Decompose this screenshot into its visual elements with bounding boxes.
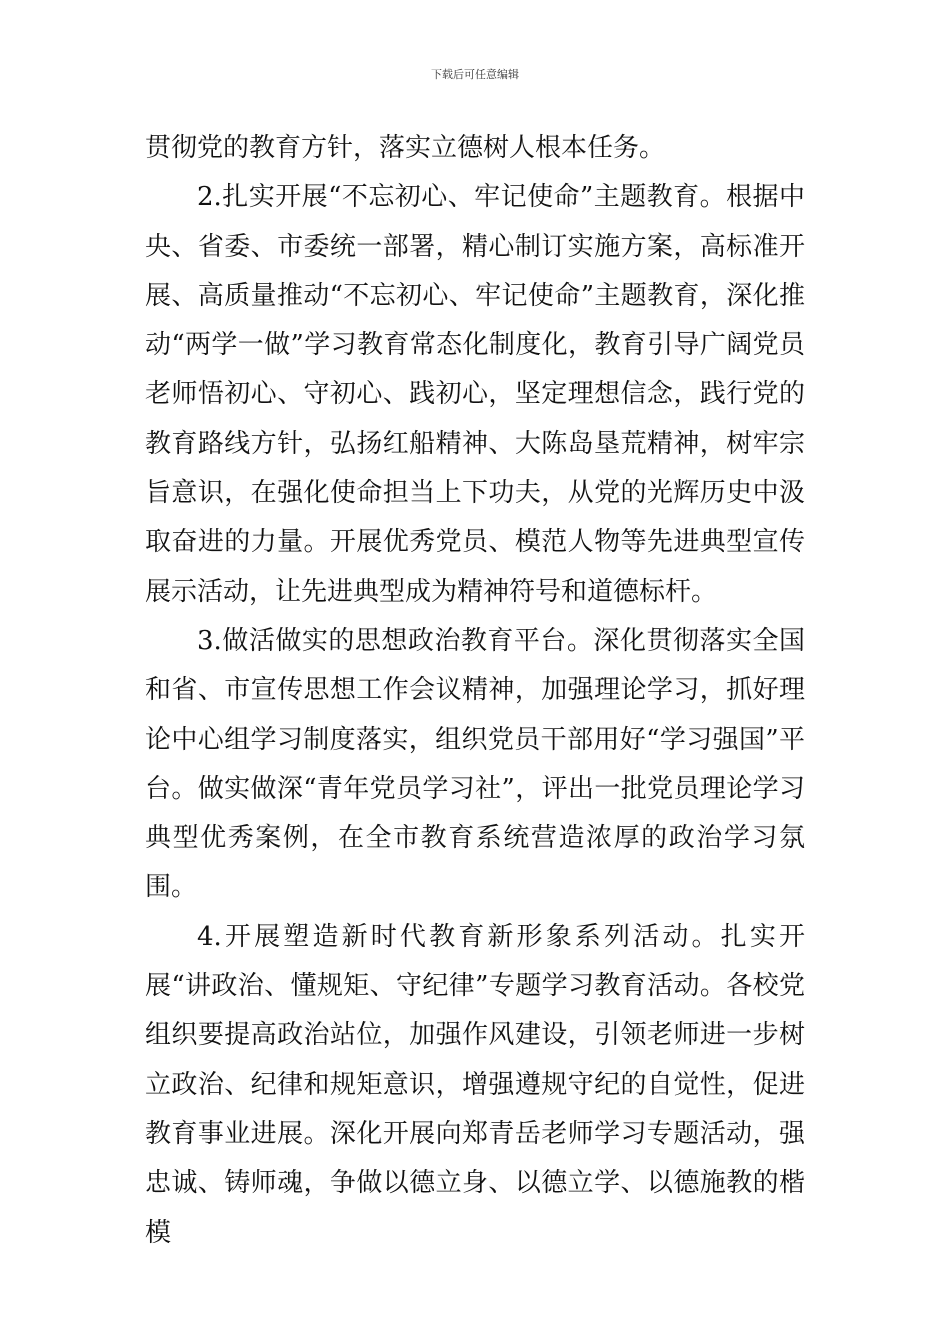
paragraph-item-2: 2.扎实开展“不忘初心、牢记使命”主题教育。根据中央、省委、市委统一部署，精心制订实施方案，高标准开展、高质量推动“不忘初心、牢记使命”主题教育，深化推动“两学一做”学习教育常态化制度化，教育引导广阔党员老师悟初心、守初心、践初心，坚定理想信念，践行党的教育路线方针，弘扬红船精神、大陈岛垦荒精神，树牢宗旨意识，在强化使命担当上下功夫，从党的光辉历史中汲取奋进的力量。开展优秀党员、模范人物等先进典型宣传展示活动，让先进典型成为精神符号和道德标杆。 — [145, 182, 805, 607]
paragraph-continuation: 贯彻党的教育方针，落实立德树人根本任务。 — [145, 133, 666, 163]
paragraph-item-4: 4.开展塑造新时代教育新形象系列活动。扎实开展“讲政治、懂规矩、守纪律”专题学习教育活动。各校党组织要提高政治站位，加强作风建设，引领老师进一步树立政治、纪律和规矩意识，增强遵规守纪的自觉性，促进教育事业进展。深化开展向郑青岳老师学习专题活动，强忠诚、铸师魂，争做以德立身、以德立学、以德施教的楷模 — [145, 921, 805, 1248]
document-body — [145, 124, 805, 1258]
header-note: 下载后可任意编辑 — [431, 68, 519, 81]
paragraph-item-3: 3.做活做实的思想政治教育平台。深化贯彻落实全国和省、市宣传思想工作会议精神，加强理论学习，抓好理论中心组学习制度落实，组织党员干部用好“学习强国”平台。做实做深“青年党员学习社”，评出一批党员理论学习典型优秀案例，在全市教育系统营造浓厚的政治学习氛围。 — [145, 625, 805, 903]
